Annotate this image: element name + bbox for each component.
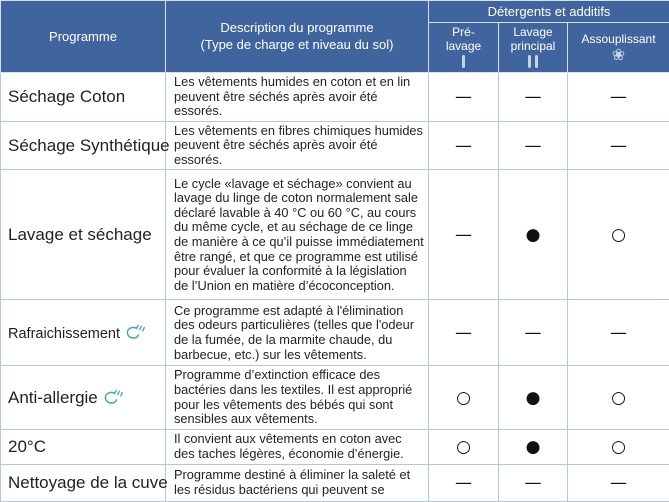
softener-flower-icon: ❀ [568,48,669,64]
program-name: Rafraichissement [8,326,120,342]
program-cell [1,73,166,122]
softener-symbol: — [568,464,669,501]
prewash-symbol: ○ [429,366,499,429]
program-name: 20°C [8,437,46,456]
mainwash-symbol: — [499,300,568,366]
program-name: Séchage Coton [8,87,125,106]
softener-symbol: ○ [568,366,669,429]
description-cell: Les vêtements humides en coton et en lin peuvent être séchés après avoir été essorés. [166,73,429,122]
description-cell: Programme destiné à éliminer la saleté et les résidus bactériens qui peuvent se [166,464,429,501]
header-description-line2: (Type de charge et niveau du sol) [166,37,428,53]
prewash-symbol: — [429,121,499,170]
mainwash-symbol: ● [499,366,568,429]
program-cell [1,121,166,170]
header-programme: Programme [1,1,166,73]
table-row [1,73,669,122]
prewash-bar-icon [462,55,465,68]
steam-icon [102,389,124,406]
prewash-symbol: — [429,300,499,366]
mainwash-symbol: — [499,73,568,122]
table-row [1,366,669,429]
program-name: Nettoyage de la cuve [8,473,168,492]
table-row [1,121,669,170]
header-prewash-label: Pré-lavage [441,26,487,54]
steam-icon [124,324,146,341]
header-softener [568,23,669,73]
table-header [1,1,669,73]
table-row [1,429,669,464]
header-softener-label: Assouplissant [568,33,669,47]
header-mainwash-label: Lavage principal [499,26,567,54]
program-cell [1,300,166,366]
prewash-symbol: ○ [429,429,499,464]
header-detergents-group: Détergents et additifs [429,1,669,23]
program-cell [1,366,166,429]
softener-symbol: ○ [568,170,669,300]
mainwash-bars-icon [526,56,540,71]
softener-symbol: ○ [568,429,669,464]
mainwash-symbol: ● [499,170,568,300]
softener-symbol: — [568,300,669,366]
softener-symbol: — [568,121,669,170]
table-body [1,73,669,502]
program-cell [1,464,166,501]
program-name: Anti-allergie [8,388,98,407]
header-description-line1: Description du programme [166,20,428,36]
description-cell: Le cycle «lavage et séchage» convient au lavage du linge de coton normalement sale déclaré lavable à 40 °C ou 60 °C, au cours du même cycle, et au séchage de ce linge de manière à ce qu’il puisse immédiatement être rangé, et que ce programme est utilisé pour évaluer la conformité à la législation de l’Union en matière d’écoconception. [166,170,429,300]
prewash-symbol: — [429,170,499,300]
header-mainwash [499,23,568,73]
table-row [1,300,669,366]
program-cell [1,170,166,300]
mainwash-symbol: — [499,121,568,170]
prewash-symbol: — [429,464,499,501]
description-cell: Programme d’extinction efficace des bactéries dans les textiles. Il est approprié pour les vêtements des bébés qui sont sensibles aux vêtements. [166,366,429,429]
program-name: Lavage et séchage [8,225,152,244]
program-cell [1,429,166,464]
table-row [1,464,669,501]
mainwash-symbol: — [499,464,568,501]
program-name: Séchage Synthétique [8,136,170,155]
table-row [1,170,669,300]
header-description [166,1,429,73]
prewash-symbol: — [429,73,499,122]
description-cell: Ce programme est adapté à l'élimination des odeurs particulières (telles que l'odeur de la fumée, de la marmite chaude, du barbecue, etc.) sur les vêtements. [166,300,429,366]
description-cell: Les vêtements en fibres chimiques humides peuvent être séchés après avoir été essorés. [166,121,429,170]
description-cell: Il convient aux vêtements en coton avec des taches légères, économie d’énergie. [166,429,429,464]
header-prewash [429,23,499,73]
mainwash-symbol: ● [499,429,568,464]
softener-symbol: — [568,73,669,122]
